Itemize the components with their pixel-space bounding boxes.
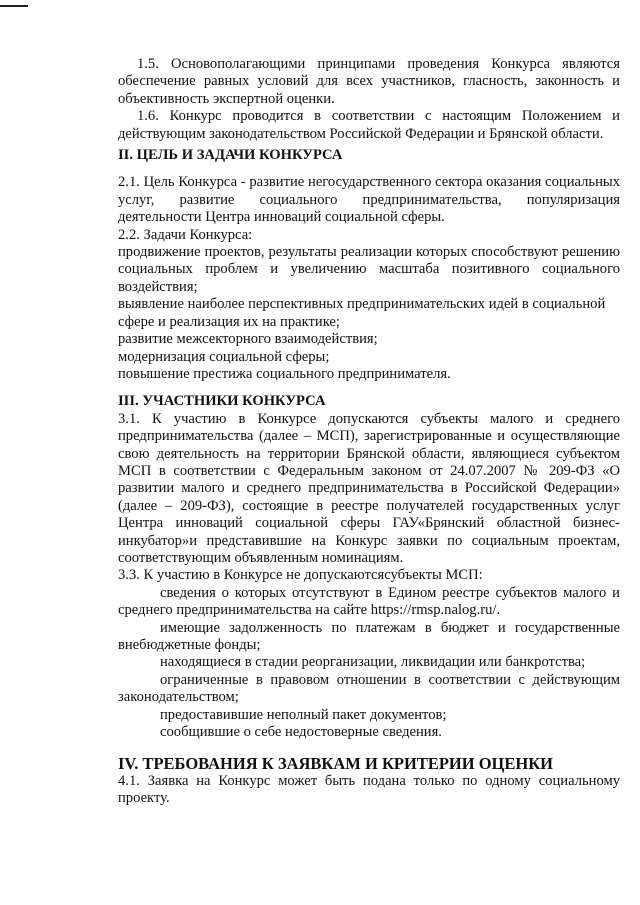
exclusion-item: сведения о которых отсутствуют в Едином реестре субъектов малого и среднего предпринимательства на сайте https://rmsp.nalog.ru/. [118, 584, 620, 619]
task-item: развитие межсекторного взаимодействия; [118, 331, 378, 348]
paragraph-2-1: 2.1. Цель Конкурса - развитие негосударственного сектора оказания социальных услуг, развитие социального предпринимательства, популяризация деятельности Центра инноваций социальной сферы. [118, 174, 620, 226]
section-heading-4: IV. ТРЕБОВАНИЯ К ЗАЯВКАМ И КРИТЕРИИ ОЦЕНКИ [118, 754, 554, 774]
paragraph-4-1: 4.1. Заявка на Конкурс может быть подана только по одному социальному проекту. [118, 772, 620, 807]
task-item: модернизация социальной сферы; [118, 348, 330, 365]
task-item: продвижение проектов, результаты реализации которых способствуют решению социальных проблем и увеличению масштаба позитивного социального воздействия; [118, 244, 620, 295]
paragraph-2-2: 2.2. Задачи Конкурса: [118, 226, 253, 243]
exclusion-item: имеющие задолженность по платежам в бюджет и государственные внебюджетные фонды; [118, 619, 620, 653]
section-heading-2: II. ЦЕЛЬ И ЗАДАЧИ КОНКУРСА [118, 147, 343, 164]
exclusion-item: ограниченные в правовом отношении в соответствии с действующим законодательством; [118, 671, 620, 706]
paragraph-1-5: 1.5. Основополагающими принципами проведения Конкурса являются обеспечение равных условий для всех участников, гласность, законность и объективность экспертной оценки. [118, 56, 620, 107]
exclusion-item: сообщившие о себе недостоверные сведения. [160, 724, 442, 741]
paragraph-3-1: 3.1. К участию в Конкурсе допускаются субъекты малого и среднего предпринимательства (далее – МСП), зарегистрированные и осуществляющие свою деятельность на территории Брянской области, являющиеся субъектом МСП в соответствии с Федеральным законом от 24.07.2007 № 209-ФЗ «О развитии малого и среднего предпринимательства в Российской Федерации» (далее – 209-ФЗ), состоящие в реестре получателей государственных услуг Центра инноваций социальной сферы ГАУ«Брянский областной бизнес-инкубатор»и представившие на Конкурс заявки по социальным проектам, соответствующим объявленным номинациям. [118, 410, 620, 566]
exclusion-item: предоставившие неполный пакет документов; [160, 706, 447, 723]
task-item: повышение престижа социального предпринимателя. [118, 365, 451, 382]
paragraph-3-3: 3.3. К участию в Конкурсе не допускаютсясубъекты МСП: [118, 567, 483, 584]
exclusion-item: находящиеся в стадии реорганизации, ликвидации или банкротства; [160, 654, 586, 671]
paragraph-1-6: 1.6. Конкурс проводится в соответствии с настоящим Положением и действующим законодательством Российской Федерации и Брянской области. [118, 108, 620, 142]
document-page [118, 56, 620, 808]
section-heading-3: III. УЧАСТНИКИ КОНКУРСА [118, 393, 326, 410]
task-item: выявление наиболее перспективных предпринимательских идей в социальной сфере и реализация их на практике; [118, 296, 606, 330]
scan-edge-mark [0, 5, 28, 7]
